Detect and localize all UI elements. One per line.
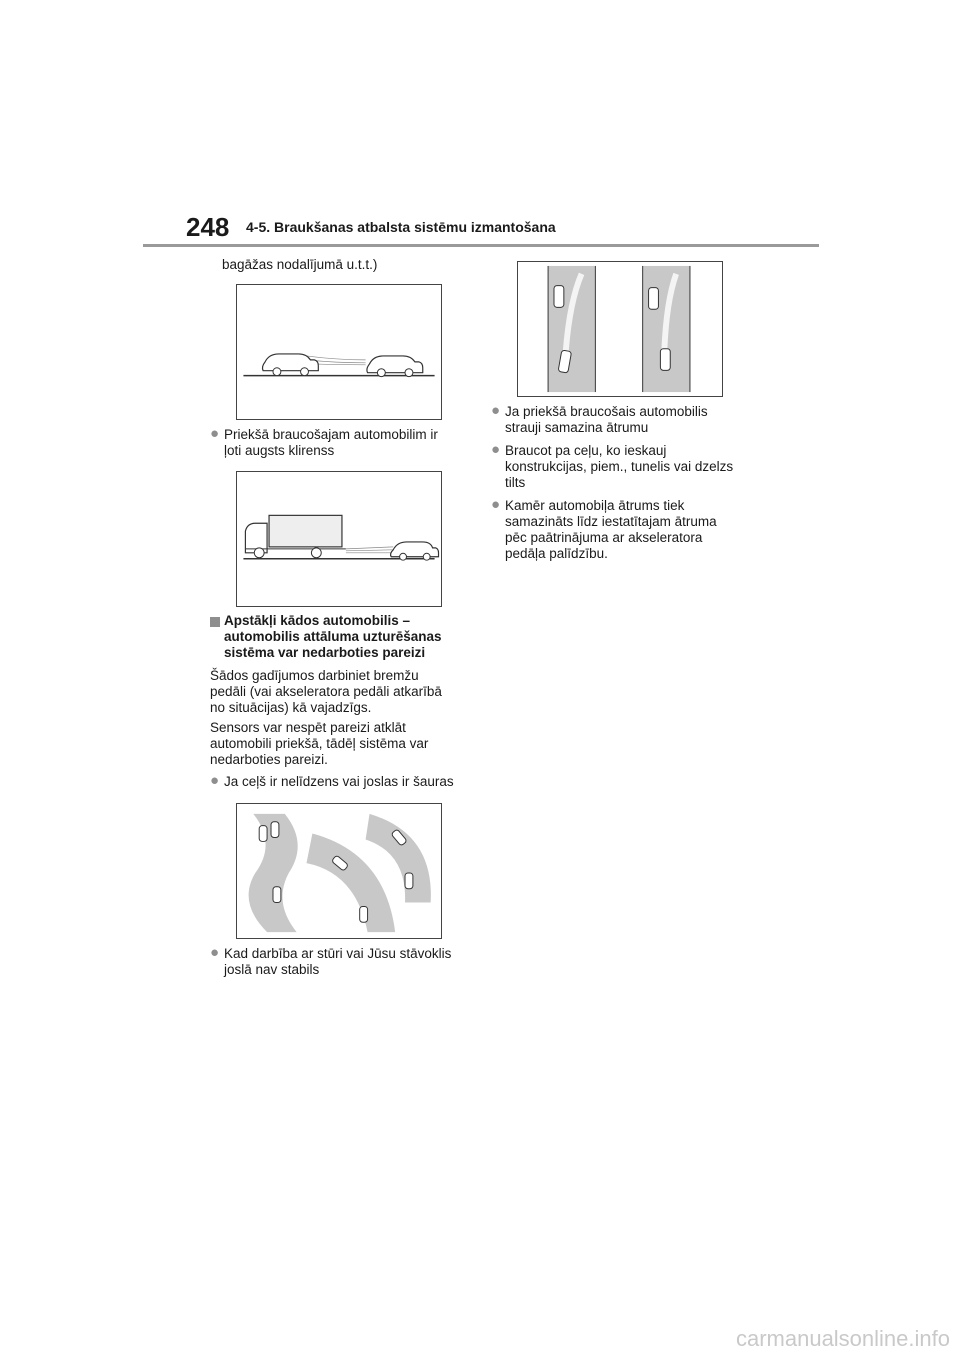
bullet-high-clearance (224, 427, 438, 459)
text-line: joslā nav stabils (224, 962, 320, 977)
watermark: carmanualsonline.info (735, 1326, 950, 1351)
text-line: sistēma var nedarboties pareizi (224, 645, 426, 660)
text-line: Braucot pa ceļu, ko ieskauj (505, 443, 667, 458)
circle-bullet-icon: ● (210, 425, 220, 442)
paragraph-sensor (210, 720, 428, 768)
text-line: konstrukcijas, piem., tunelis vai dzelzs (505, 459, 734, 474)
circle-bullet-icon: ● (491, 496, 501, 513)
circle-bullet-icon: ● (210, 772, 220, 789)
circle-bullet-icon: ● (210, 944, 220, 961)
figure-high-vehicle-ahead (236, 284, 442, 420)
square-bullet-icon (210, 617, 220, 627)
page-number: 248 (186, 212, 230, 242)
text-line: no situācijas) kā vajadzīgs. (210, 700, 372, 715)
text-line: Kamēr automobiļa ātrums tiek (505, 498, 685, 513)
figure-sudden-deceleration (517, 261, 723, 397)
text-line: Kad darbība ar stūri vai Jūsu stāvoklis (224, 946, 452, 961)
text-line: Ja priekšā braucošais automobilis (505, 404, 708, 419)
bullet-sudden-deceleration (505, 404, 708, 436)
text-line: pedāli (vai akseleratora pedāli atkarībā (210, 684, 442, 699)
bullet-steering (224, 946, 451, 978)
text-line: Sensors var nespēt pareizi atklāt (210, 720, 406, 735)
text-line: pēc paātrinājuma ar akseleratora (505, 530, 703, 545)
section-title: 4-5. Braukšanas atbalsta sistēmu izmantošana (246, 219, 556, 235)
intro-text: bagāžas nodalījumā u.t.t.) (222, 257, 378, 272)
text-line: Priekšā braucošajam automobilim ir (224, 427, 438, 442)
text-line: ļoti augsts klirenss (224, 443, 335, 458)
conditions-heading (224, 613, 442, 661)
circle-bullet-icon: ● (491, 402, 501, 419)
figure-curved-roads (236, 803, 442, 939)
header-rule (143, 244, 819, 247)
text-line: Šādos gadījumos darbiniet bremžu (210, 668, 419, 683)
text-line: automobili priekšā, tādēļ sistēma var (210, 736, 429, 751)
text-line: Apstākļi kādos automobilis – (224, 613, 411, 628)
text-line: pedāļa palīdzību. (505, 546, 608, 561)
bullet-uneven-road: Ja ceļš ir nelīdzens vai joslas ir šauras (224, 774, 454, 789)
bullet-speed-reduced (505, 498, 717, 562)
figure-truck-ahead (236, 471, 442, 607)
paragraph-brake-pedal (210, 668, 442, 716)
text-line: samazināts līdz iestatītajam ātruma (505, 514, 717, 529)
text-line: nedarboties pareizi. (210, 752, 328, 767)
circle-bullet-icon: ● (491, 441, 501, 458)
text-line: automobilis attāluma uzturēšanas (224, 629, 442, 644)
text-line: tilts (505, 475, 526, 490)
text-line: strauji samazina ātrumu (505, 420, 649, 435)
bullet-structures (505, 443, 733, 491)
